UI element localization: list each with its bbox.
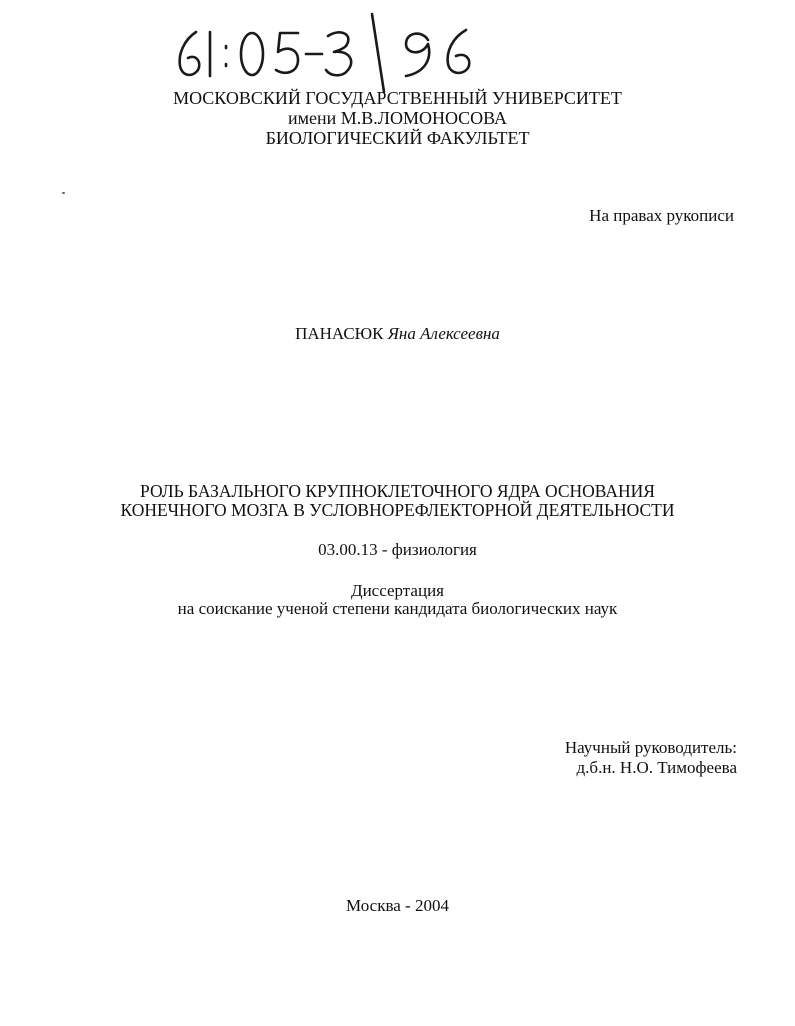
author-name [0, 324, 795, 344]
supervisor-label: Научный руководитель: [564, 738, 737, 757]
scan-speck [62, 192, 65, 194]
supervisor-name: д.б.н. Н.О. Тимофеева [576, 758, 737, 777]
work-type-label: Диссертация [350, 581, 444, 600]
handwritten-archive-number [170, 10, 510, 94]
university-name: МОСКОВСКИЙ ГОСУДАРСТВЕННЫЙ УНИВЕРСИТЕТ [173, 88, 622, 108]
dissertation-title-line-1: РОЛЬ БАЗАЛЬНОГО КРУПНОКЛЕТОЧНОГО ЯДРА ОСНОВАНИЯ [140, 481, 655, 501]
faculty-name: БИОЛОГИЧЕСКИЙ ФАКУЛЬТЕТ [265, 128, 530, 148]
specialty-code: 03.00.13 - физиология [318, 540, 477, 559]
manuscript-rights: На правах рукописи [589, 206, 734, 225]
dissertation-title-line-2: КОНЕЧНОГО МОЗГА В УСЛОВНОРЕФЛЕКТОРНОЙ ДЕЯТЕЛЬНОСТИ [120, 500, 675, 520]
author-surname: ПАНАСЮК [295, 324, 384, 343]
author-given-names: Яна Алексеевна [387, 324, 500, 343]
degree-purpose: на соискание ученой степени кандидата биологических наук [177, 599, 618, 618]
university-named-after: имени М.В.ЛОМОНОСОВА [287, 108, 508, 128]
place-and-year: Москва - 2004 [346, 896, 449, 915]
